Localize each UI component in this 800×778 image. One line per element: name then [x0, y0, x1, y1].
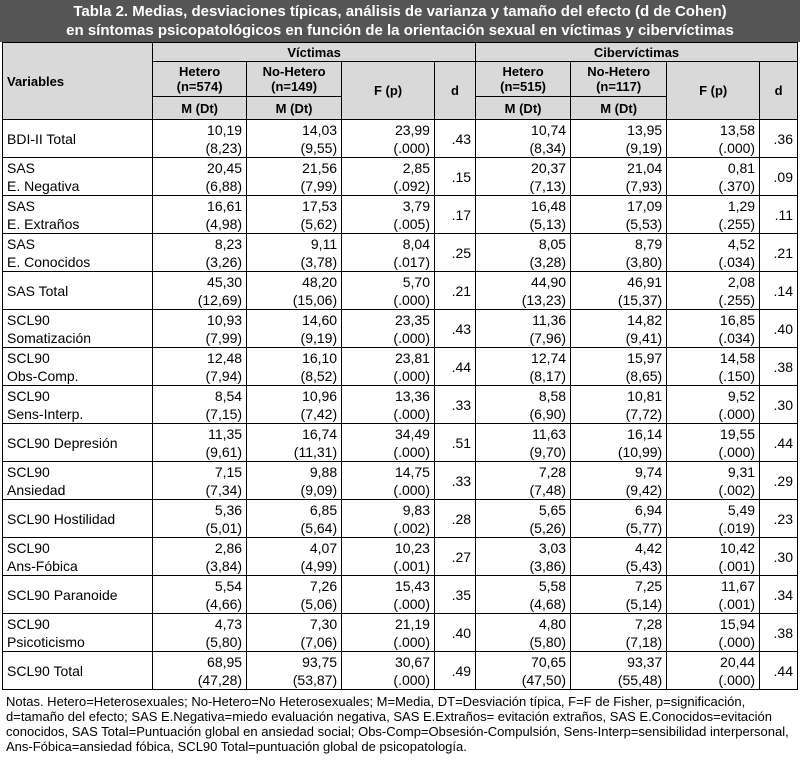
- header-cibervictimas: Cibervíctimas: [476, 43, 798, 62]
- d-cell: .35: [434, 576, 475, 614]
- nohetero-cell: 7,25 (5,14): [571, 576, 667, 614]
- nohetero-cell: 7,26 (5,06): [247, 576, 342, 614]
- fp-cell: 15,43 (.000): [342, 576, 435, 614]
- nohetero-cell: 48,20 (15,06): [247, 272, 342, 310]
- nohetero-cell: 7,30 (7,06): [247, 614, 342, 652]
- table-body: [3, 120, 798, 690]
- hetero-cell: 10,19 (8,23): [153, 120, 247, 158]
- hetero-cell: 20,45 (6,88): [153, 158, 247, 196]
- hetero-cell: 20,37 (7,13): [476, 158, 571, 196]
- nohetero-cell: 13,95 (9,19): [571, 120, 667, 158]
- hetero-cell: 16,48 (5,13): [476, 196, 571, 234]
- nohetero-cell: 4,42 (5,43): [571, 538, 667, 576]
- hetero-cell: 16,61 (4,98): [153, 196, 247, 234]
- d-cell: .09: [760, 158, 798, 196]
- d-cell: .33: [434, 386, 475, 424]
- nohetero-cell: 21,04 (7,93): [571, 158, 667, 196]
- d-cell: .51: [434, 424, 475, 462]
- hetero-cell: 8,58 (6,90): [476, 386, 571, 424]
- d-cell: .40: [760, 310, 798, 348]
- hetero-cell: 8,05 (3,28): [476, 234, 571, 272]
- fp-cell: 30,67 (.000): [342, 652, 435, 690]
- fp-cell: 14,75 (.000): [342, 462, 435, 500]
- hetero-cell: 44,90 (13,23): [476, 272, 571, 310]
- variable-cell: SAS E. Extraños: [3, 196, 153, 234]
- hetero-cell: 5,65 (5,26): [476, 500, 571, 538]
- d-cell: .36: [760, 120, 798, 158]
- table-row: [3, 120, 798, 158]
- d-cell: .17: [434, 196, 475, 234]
- header-mdt: M (Dt): [247, 97, 342, 120]
- d-cell: .44: [434, 348, 475, 386]
- variable-cell: SCL90 Paranoide: [3, 576, 153, 614]
- nohetero-cell: 46,91 (15,37): [571, 272, 667, 310]
- nohetero-cell: 4,07 (4,99): [247, 538, 342, 576]
- hetero-cell: 11,63 (9,70): [476, 424, 571, 462]
- hetero-cell: 8,23 (3,26): [153, 234, 247, 272]
- header-variables: Variables: [3, 43, 153, 120]
- table-row: [3, 196, 798, 234]
- hetero-cell: 5,58 (4,68): [476, 576, 571, 614]
- variable-cell: SCL90 Somatización: [3, 310, 153, 348]
- d-cell: .38: [760, 614, 798, 652]
- d-cell: .23: [760, 500, 798, 538]
- variable-cell: SAS E. Conocidos: [3, 234, 153, 272]
- fp-cell: 2,08 (.255): [667, 272, 760, 310]
- nohetero-cell: 14,03 (9,55): [247, 120, 342, 158]
- table-row: [3, 500, 798, 538]
- hetero-cell: 7,15 (7,34): [153, 462, 247, 500]
- d-cell: .33: [434, 462, 475, 500]
- variable-cell: SAS Total: [3, 272, 153, 310]
- table-row: [3, 462, 798, 500]
- nohetero-cell: 7,28 (7,18): [571, 614, 667, 652]
- header-mdt: M (Dt): [571, 97, 667, 120]
- fp-cell: 19,55 (.000): [667, 424, 760, 462]
- table-row: [3, 386, 798, 424]
- hetero-cell: 8,54 (7,15): [153, 386, 247, 424]
- fp-cell: 1,29 (.255): [667, 196, 760, 234]
- d-cell: .34: [760, 576, 798, 614]
- hetero-cell: 45,30 (12,69): [153, 272, 247, 310]
- d-cell: .21: [434, 272, 475, 310]
- fp-cell: 15,94 (.000): [667, 614, 760, 652]
- variable-cell: SCL90 Hostilidad: [3, 500, 153, 538]
- variable-cell: SCL90 Sens-Interp.: [3, 386, 153, 424]
- d-cell: .44: [760, 424, 798, 462]
- nohetero-cell: 21,56 (7,99): [247, 158, 342, 196]
- table-title-line-1: Tabla 2. Medias, desviaciones típicas, análisis de varianza y tamaño del efecto (d de Cohen): [73, 3, 727, 20]
- d-cell: .28: [434, 500, 475, 538]
- hetero-cell: 12,48 (7,94): [153, 348, 247, 386]
- nohetero-cell: 93,75 (53,87): [247, 652, 342, 690]
- fp-cell: 10,23 (.001): [342, 538, 435, 576]
- variable-cell: SCL90 Ans-Fóbica: [3, 538, 153, 576]
- d-cell: .21: [760, 234, 798, 272]
- hetero-cell: 12,74 (8,17): [476, 348, 571, 386]
- table-title: [0, 0, 800, 42]
- fp-cell: 8,04 (.017): [342, 234, 435, 272]
- d-cell: .30: [760, 538, 798, 576]
- results-table: [2, 42, 798, 690]
- hetero-cell: 5,36 (5,01): [153, 500, 247, 538]
- nohetero-cell: 17,53 (5,62): [247, 196, 342, 234]
- fp-cell: 16,85 (.034): [667, 310, 760, 348]
- fp-cell: 23,99 (.000): [342, 120, 435, 158]
- header-hetero-cibervictimas: Hetero (n=515): [476, 62, 571, 97]
- d-cell: .15: [434, 158, 475, 196]
- table-row: [3, 310, 798, 348]
- variable-cell: BDI-II Total: [3, 120, 153, 158]
- table-row: [3, 234, 798, 272]
- fp-cell: 0,81 (.370): [667, 158, 760, 196]
- hetero-cell: 4,80 (5,80): [476, 614, 571, 652]
- header-nohetero-cibervictimas: No-Hetero (n=117): [571, 62, 667, 97]
- fp-cell: 4,52 (.034): [667, 234, 760, 272]
- table-row: [3, 424, 798, 462]
- d-cell: .40: [434, 614, 475, 652]
- variable-cell: SCL90 Obs-Comp.: [3, 348, 153, 386]
- hetero-cell: 11,36 (7,96): [476, 310, 571, 348]
- variable-cell: SCL90 Depresión: [3, 424, 153, 462]
- d-cell: .43: [434, 310, 475, 348]
- d-cell: .25: [434, 234, 475, 272]
- fp-cell: 13,58 (.000): [667, 120, 760, 158]
- variable-cell: SCL90 Psicoticismo: [3, 614, 153, 652]
- hetero-cell: 11,35 (9,61): [153, 424, 247, 462]
- fp-cell: 11,67 (.001): [667, 576, 760, 614]
- fp-cell: 3,79 (.005): [342, 196, 435, 234]
- variable-cell: SCL90 Total: [3, 652, 153, 690]
- hetero-cell: 10,93 (7,99): [153, 310, 247, 348]
- header-mdt: M (Dt): [476, 97, 571, 120]
- fp-cell: 5,49 (.019): [667, 500, 760, 538]
- fp-cell: 2,85 (.092): [342, 158, 435, 196]
- header-fp-cibervictimas: F (p): [667, 62, 760, 120]
- table-row: [3, 652, 798, 690]
- nohetero-cell: 17,09 (5,53): [571, 196, 667, 234]
- d-cell: .43: [434, 120, 475, 158]
- table-notes: Notas. Hetero=Heterosexuales; No-Hetero=No Heterosexuales; M=Media, DT=Desviación típica, F=F de Fisher, p=significación, d=tamaño del efecto; SAS E.Negativa=miedo evaluación negativa, SAS E.Extraños= evitación extraños, SAS E.Conocidos=evitación conocidos, SAS Total=Puntuación global en ansiedad social; Obs-Comp=Obsesión-Compulsión, Sens-Interp=sensibilidad interpersonal, Ans-Fóbica=ansiedad fóbica, SCL90 Total=puntuación global de psicopatología.: [6, 694, 789, 754]
- table-row: [3, 158, 798, 196]
- nohetero-cell: 14,60 (9,19): [247, 310, 342, 348]
- nohetero-cell: 14,82 (9,41): [571, 310, 667, 348]
- hetero-cell: 7,28 (7,48): [476, 462, 571, 500]
- d-cell: .49: [434, 652, 475, 690]
- header-nohetero-victimas: No-Hetero (n=149): [247, 62, 342, 97]
- fp-cell: 9,52 (.000): [667, 386, 760, 424]
- hetero-cell: 70,65 (47,50): [476, 652, 571, 690]
- fp-cell: 23,81 (.000): [342, 348, 435, 386]
- table-row: [3, 272, 798, 310]
- nohetero-cell: 9,11 (3,78): [247, 234, 342, 272]
- d-cell: .29: [760, 462, 798, 500]
- nohetero-cell: 10,96 (7,42): [247, 386, 342, 424]
- variable-cell: SCL90 Ansiedad: [3, 462, 153, 500]
- hetero-cell: 2,86 (3,84): [153, 538, 247, 576]
- nohetero-cell: 16,74 (11,31): [247, 424, 342, 462]
- table-row: [3, 538, 798, 576]
- header-d-cibervictimas: d: [760, 62, 798, 120]
- header-fp-victimas: F (p): [342, 62, 435, 120]
- hetero-cell: 10,74 (8,34): [476, 120, 571, 158]
- nohetero-cell: 6,94 (5,77): [571, 500, 667, 538]
- fp-cell: 9,31 (.002): [667, 462, 760, 500]
- header-victimas: Víctimas: [153, 43, 476, 62]
- table-row: [3, 576, 798, 614]
- header-d-victimas: d: [434, 62, 475, 120]
- nohetero-cell: 6,85 (5,64): [247, 500, 342, 538]
- nohetero-cell: 9,88 (9,09): [247, 462, 342, 500]
- fp-cell: 9,83 (.002): [342, 500, 435, 538]
- fp-cell: 13,36 (.000): [342, 386, 435, 424]
- d-cell: .27: [434, 538, 475, 576]
- fp-cell: 34,49 (.000): [342, 424, 435, 462]
- fp-cell: 23,35 (.000): [342, 310, 435, 348]
- d-cell: .14: [760, 272, 798, 310]
- nohetero-cell: 15,97 (8,65): [571, 348, 667, 386]
- variable-cell: SAS E. Negativa: [3, 158, 153, 196]
- d-cell: .30: [760, 386, 798, 424]
- header-mdt: M (Dt): [153, 97, 247, 120]
- table-title-line-2: en síntomas psicopatológicos en función de la orientación sexual en víctimas y cibervíctimas: [66, 22, 734, 39]
- fp-cell: 14,58 (.150): [667, 348, 760, 386]
- fp-cell: 10,42 (.001): [667, 538, 760, 576]
- header-hetero-victimas: Hetero (n=574): [153, 62, 247, 97]
- fp-cell: 20,44 (.000): [667, 652, 760, 690]
- table-row: [3, 348, 798, 386]
- nohetero-cell: 16,14 (10,99): [571, 424, 667, 462]
- nohetero-cell: 16,10 (8,52): [247, 348, 342, 386]
- nohetero-cell: 10,81 (7,72): [571, 386, 667, 424]
- hetero-cell: 68,95 (47,28): [153, 652, 247, 690]
- d-cell: .38: [760, 348, 798, 386]
- table-row: [3, 614, 798, 652]
- hetero-cell: 5,54 (4,66): [153, 576, 247, 614]
- d-cell: .11: [760, 196, 798, 234]
- nohetero-cell: 9,74 (9,42): [571, 462, 667, 500]
- nohetero-cell: 93,37 (55,48): [571, 652, 667, 690]
- nohetero-cell: 8,79 (3,80): [571, 234, 667, 272]
- hetero-cell: 3,03 (3,86): [476, 538, 571, 576]
- fp-cell: 5,70 (.000): [342, 272, 435, 310]
- fp-cell: 21,19 (.000): [342, 614, 435, 652]
- d-cell: .44: [760, 652, 798, 690]
- hetero-cell: 4,73 (5,80): [153, 614, 247, 652]
